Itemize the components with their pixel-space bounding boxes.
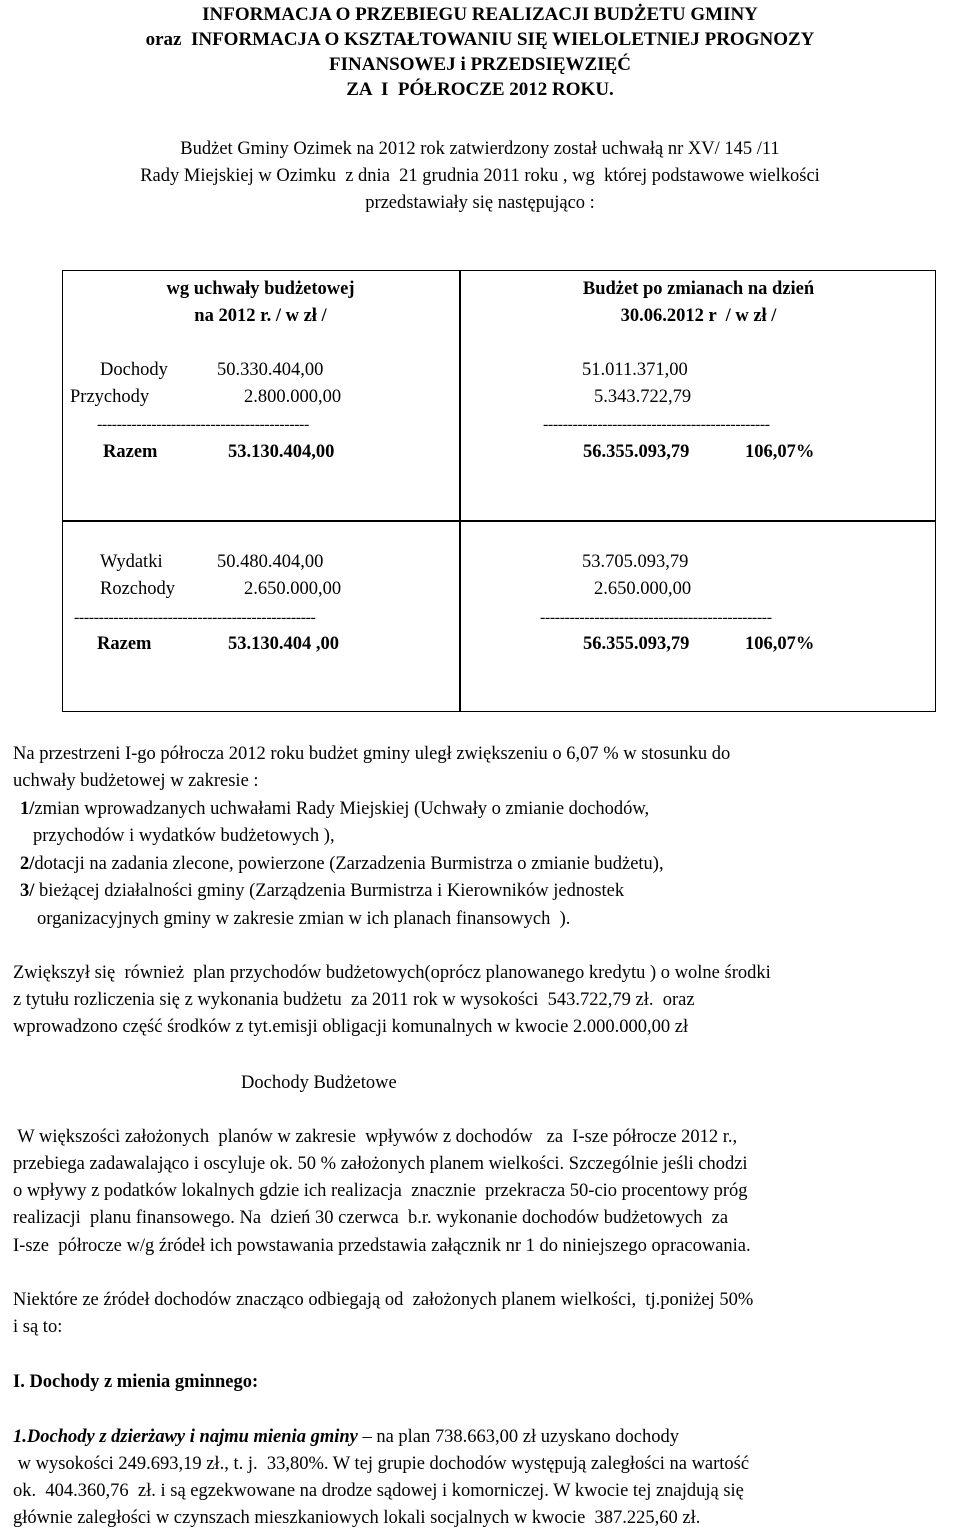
p2-line-2: z tytułu rozliczenia się z wykonania budżetu za 2011 rok w wysokości 543.722,79 zł. oraz [13,990,695,1010]
row-plan-dochody: 50.330.404,00 [217,360,324,380]
list-item-1-text: zmian wprowadzanych uchwałami Rady Miejskiej (Uchwały o zmianie dochodów, [34,799,650,819]
income-total-percent: 106,07% [745,442,815,462]
list-item-3-text: bieżącej działalności gminy (Zarządzenia Burmistrza i Kierowników jednostek [34,881,625,901]
row-after-przychody: 5.343.722,79 [594,387,692,407]
p2-line-3: wprowadzono część środków z tyt.emisji obligacji komunalnych w kwocie 2.000.000,00 zł [13,1017,689,1037]
title-line-2: oraz INFORMACJA O KSZTAŁTOWANIU SIĘ WIELOLETNIEJ PROGNOZY [145,29,815,50]
row-plan-przychody: 2.800.000,00 [244,387,342,407]
p3-line-1: W większości założonych planów w zakresie wpływów z dochodów za I-sze półrocze 2012 r., [13,1127,738,1147]
row-label-rozchody: Rozchody [100,579,176,599]
row-after-wydatki: 53.705.093,79 [582,552,689,572]
list-item-3-number: 3/ [20,881,35,901]
list-item-1 [20,796,649,823]
list-item-1-continuation: przychodów i wydatków budżetowych ), [33,826,335,846]
item-1-line-2: w wysokości 249.693,19 zł., t. j. 33,80%. W tej grupie dochodów występują zaległości na wartość [13,1454,750,1474]
item-1-title: 1.Dochody z dzierżawy i najmu mienia gminy [13,1427,358,1447]
title-line-1: INFORMACJA O PRZEBIEGU REALIZACJI BUDŻETU GMINY [202,4,758,25]
row-plan-wydatki: 50.480.404,00 [217,552,324,572]
p3-line-3: o wpływy z podatków lokalnych gdzie ich realizacja znacznie przekracza 50-cio procentowy próg [13,1181,748,1201]
income-separator-right: ---------------------------------------------- [543,416,770,433]
table-divider-vertical [459,270,461,712]
intro-line-3: przedstawiały się następująco : [365,193,595,213]
income-total-after: 56.355.093,79 [583,442,690,462]
intro-line-2: Rady Miejskiej w Ozimku z dnia 21 grudnia 2011 roku , wg której podstawowe wielkości [140,166,820,186]
p3-line-5: I-sze półrocze w/g źródeł ich powstawania przedstawia załącznik nr 1 do niniejszego opracowania. [13,1236,751,1256]
list-item-2-number: 2/ [20,854,35,874]
row-label-wydatki: Wydatki [100,552,163,572]
list-item-2 [20,851,664,878]
expense-total-label: Razem [97,634,152,654]
p4-line-2: i są to: [13,1317,63,1337]
left-header-line-2: na 2012 r. / w zł / [194,306,327,326]
expense-total-plan: 53.130.404 ,00 [228,634,339,654]
row-plan-rozchody: 2.650.000,00 [244,579,342,599]
list-item-3 [20,878,624,905]
p2-line-1: Zwiększył się również plan przychodów budżetowych(oprócz planowanego kredytu ) o wolne środki [13,963,771,983]
item-1-line [13,1424,679,1451]
row-label-dochody: Dochody [100,360,168,380]
income-total-plan: 53.130.404,00 [228,442,335,462]
p1-line-2: uchwały budżetowej w zakresie : [13,771,259,791]
row-label-przychody: Przychody [70,387,150,407]
p3-line-4: realizacji planu finansowego. Na dzień 30 czerwca b.r. wykonanie dochodów budżetowych za [13,1208,729,1228]
p1-line-1: Na przestrzeni I-go półrocza 2012 roku budżet gminy uległ zwiększeniu o 6,07 % w stosunku do [13,744,731,764]
item-1-rest: – na plan 738.663,00 zł uzyskano dochody [357,1427,679,1447]
p3-line-2: przebiega zadawalająco i oscyluje ok. 50 % założonych planem wielkości. Szczególnie jeśli chodzi [13,1154,748,1174]
expense-total-percent: 106,07% [745,634,815,654]
title-line-4: ZA I PÓŁROCZE 2012 ROKU. [346,79,614,100]
income-separator-left: ------------------------------------------- [97,416,309,433]
right-header-line-2: 30.06.2012 r / w zł / [620,306,777,326]
list-item-3-continuation: organizacyjnych gminy w zakresie zmian w ich planach finansowych ). [37,909,571,929]
section-title-dochody: Dochody Budżetowe [241,1073,397,1093]
row-after-dochody: 51.011.371,00 [582,360,688,380]
table-divider-horizontal [62,520,936,522]
expense-total-after: 56.355.093,79 [583,634,690,654]
row-after-rozchody: 2.650.000,00 [594,579,692,599]
left-header-line-1: wg uchwały budżetowej [166,279,355,299]
expense-separator-left: ------------------------------------------------- [74,609,316,626]
item-1-line-3: ok. 404.360,76 zł. i są egzekwowane na drodze sądowej i komorniczej. W kwocie tej znajdują się [13,1481,744,1501]
heading-mienie-gminne: I. Dochody z mienia gminnego: [13,1372,259,1392]
expense-separator-right: ----------------------------------------------- [540,609,772,626]
title-line-3: FINANSOWEJ i PRZEDSIĘWZIĘĆ [329,54,631,75]
right-header-line-1: Budżet po zmianach na dzień [582,279,815,299]
p4-line-1: Niektóre ze źródeł dochodów znacząco odbiegają od założonych planem wielkości, tj.poniżej 50% [13,1290,754,1310]
income-total-label: Razem [103,442,158,462]
item-1-line-4: głównie zaległości w czynszach mieszkaniowych lokali socjalnych w kwocie 387.225,60 zł. [13,1508,701,1528]
intro-line-1: Budżet Gminy Ozimek na 2012 rok zatwierdzony został uchwałą nr XV/ 145 /11 [180,139,780,159]
list-item-1-number: 1/ [20,799,35,819]
list-item-2-text: dotacji na zadania zlecone, powierzone (Zarzadzenia Burmistrza o zmianie budżetu), [34,854,664,874]
